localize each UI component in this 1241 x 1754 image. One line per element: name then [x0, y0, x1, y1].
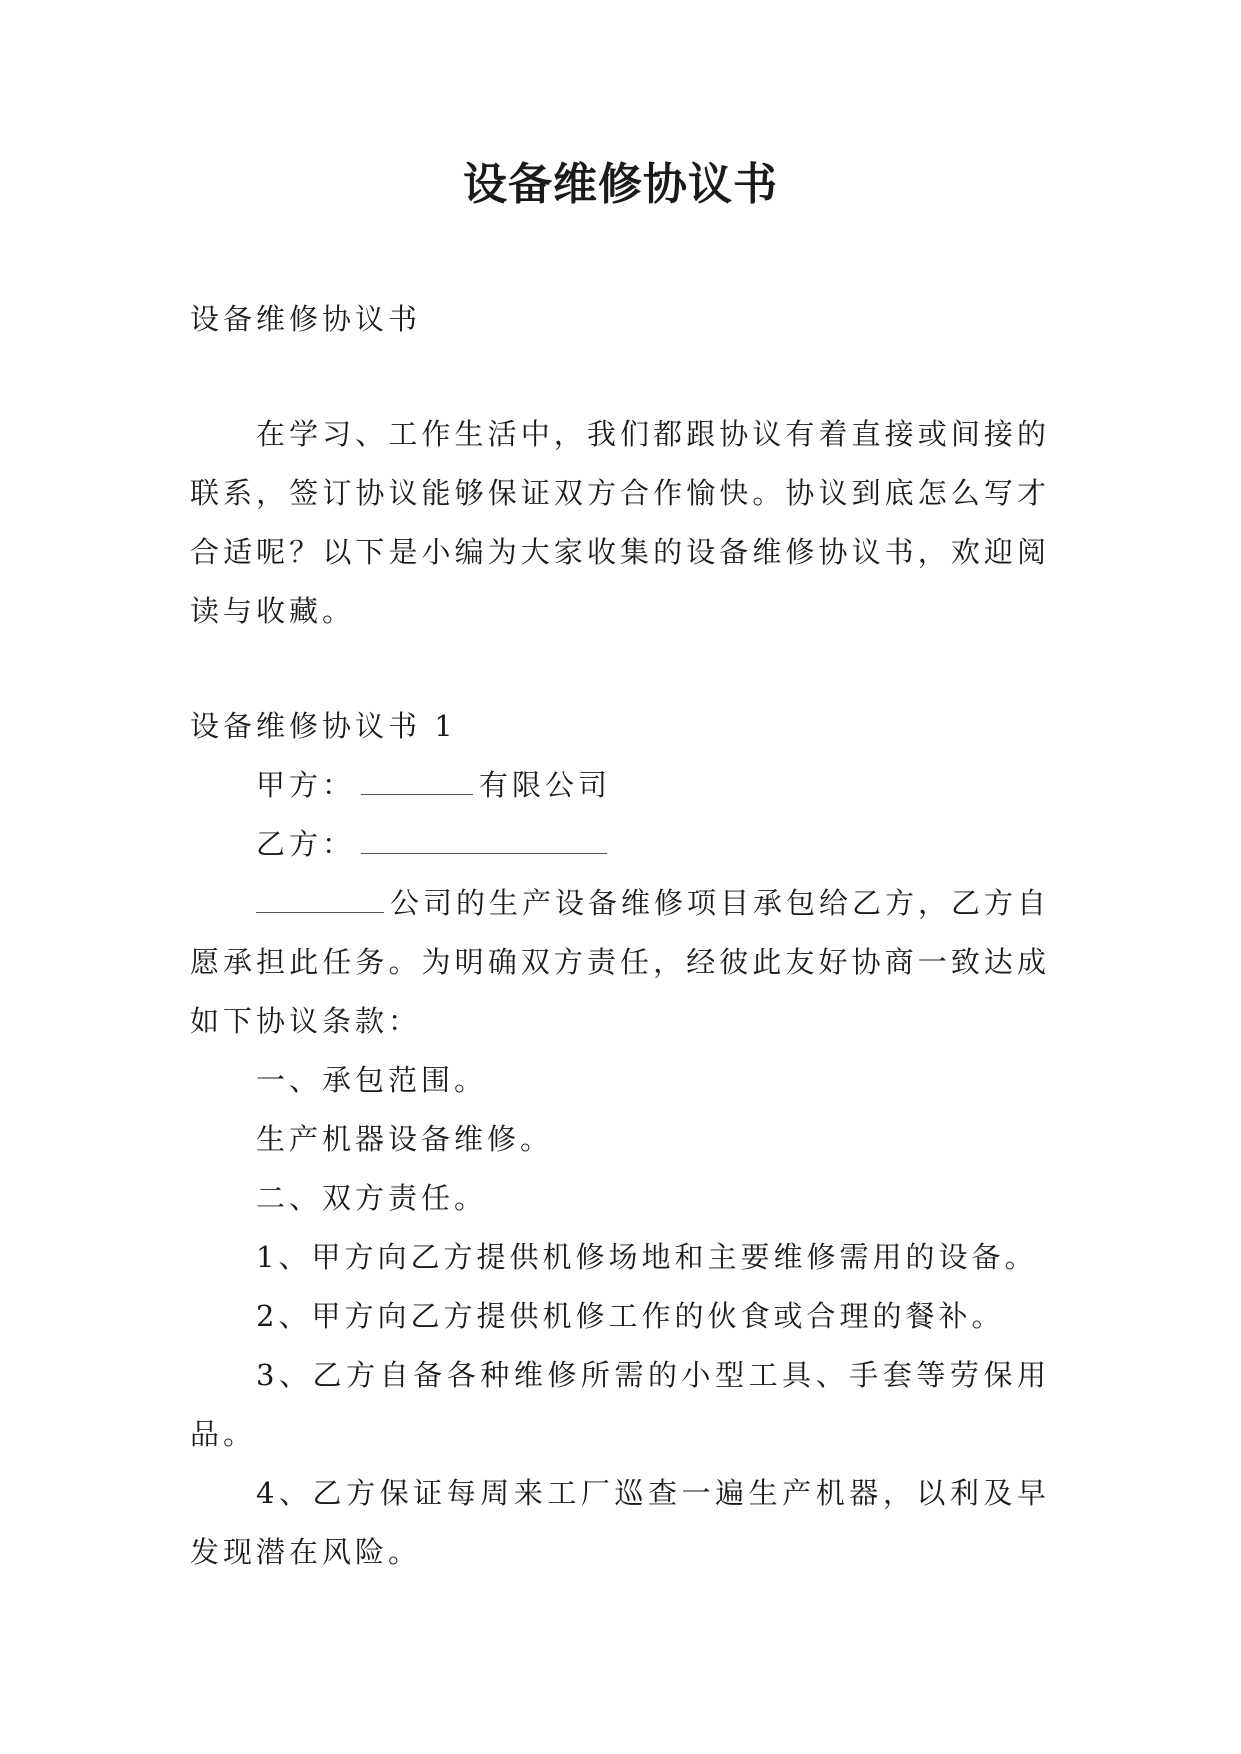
company-blank	[256, 882, 384, 913]
contract-body-text: 公司的生产设备维修项目承包给乙方，乙方自愿承担此任务。为明确双方责任，经彼此友好协商一致达成如下协议条款：	[190, 886, 1051, 1038]
clause-2-heading: 二、双方责任。	[256, 1181, 488, 1215]
clause-item: 2、甲方向乙方提供机修工作的伙食或合理的餐补。	[256, 1299, 1005, 1333]
document-body	[190, 290, 1050, 1582]
party-a-line	[190, 756, 1050, 815]
intro-paragraph: 在学习、工作生活中，我们都跟协议有着直接或间接的联系，签订协议能够保证双方合作愉快。协议到底怎么写才合适呢？以下是小编为大家收集的设备维修协议书，欢迎阅读与收藏。	[190, 417, 1050, 628]
party-a-suffix: 有限公司	[479, 768, 612, 802]
clause-item: 4、乙方保证每周来工厂巡查一遍生产机器，以利及早发现潜在风险。	[190, 1476, 1050, 1569]
party-b-blank	[361, 823, 607, 854]
party-b-label: 乙方：	[256, 827, 356, 861]
party-a-label: 甲方：	[256, 768, 356, 802]
document-subtitle: 设备维修协议书	[190, 302, 422, 336]
section-heading: 设备维修协议书 1	[190, 709, 457, 743]
clause-1-text: 生产机器设备维修。	[256, 1122, 554, 1156]
document-title: 设备维修协议书	[463, 159, 778, 210]
clause-item: 3、乙方自备各种维修所需的小型工具、手套等劳保用品。	[190, 1358, 1050, 1451]
spacer	[190, 641, 1050, 697]
clause-item: 1、甲方向乙方提供机修场地和主要维修需用的设备。	[256, 1240, 1038, 1274]
party-b-line	[190, 815, 1050, 874]
clause-1-heading: 一、承包范围。	[256, 1063, 488, 1097]
contract-body-paragraph	[190, 874, 1050, 1051]
party-a-blank	[361, 764, 473, 795]
spacer	[190, 349, 1050, 405]
